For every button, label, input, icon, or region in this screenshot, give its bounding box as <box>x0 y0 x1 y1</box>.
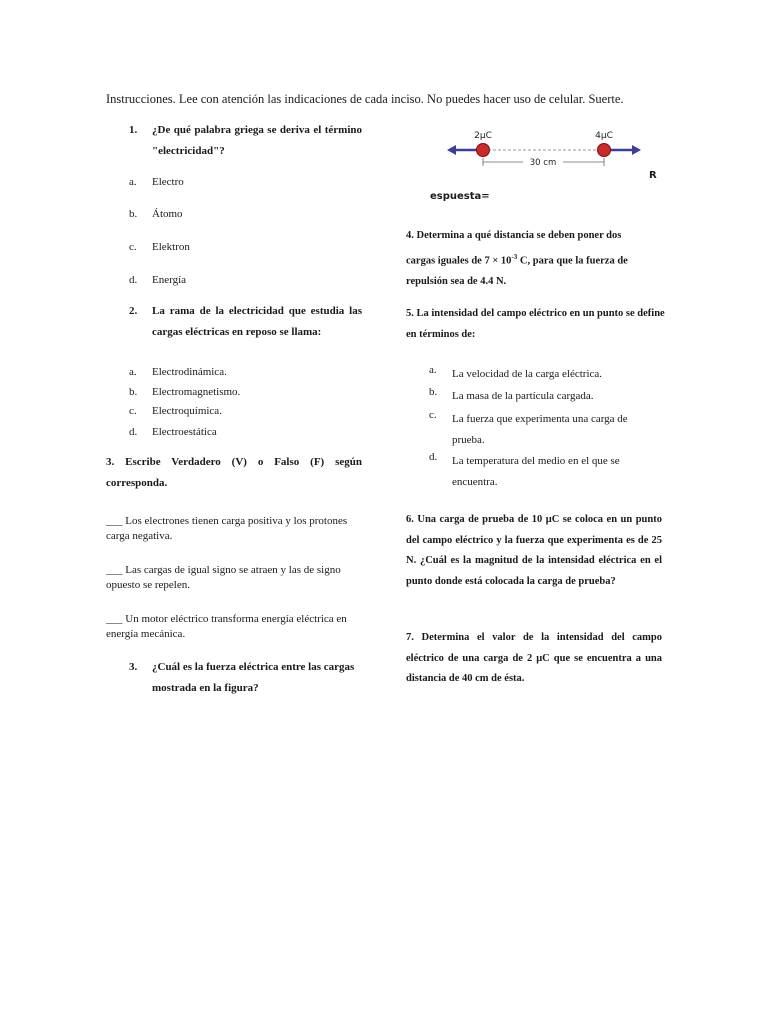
right-arrow-icon <box>632 145 641 155</box>
q2-option-b-letter: b. <box>129 386 138 398</box>
q1-option-d-letter: d. <box>129 274 138 286</box>
charge-right <box>598 144 611 157</box>
q2-number: 2. <box>129 305 138 317</box>
q2-text: La rama de la electricidad que estudia las cargas eléctricas en reposo se llama: <box>152 305 362 338</box>
q3b-number: 3. <box>129 661 138 673</box>
q2-option-d-letter: d. <box>129 426 138 438</box>
q3-text: 3. Escribe Verdadero (V) o Falso (F) según corresponda. <box>106 456 362 489</box>
q5-option-b-letter: b. <box>429 386 438 398</box>
q2-option-a: Electrodinámica. <box>152 366 227 378</box>
q7-text: 7. Determina el valor de la intensidad del campo eléctrico de una carga de 2 μC que se encuentra a una distancia de 40 cm de ésta. <box>406 632 662 684</box>
answer-rest: espuesta= <box>430 191 490 202</box>
q5-option-c-letter: c. <box>429 409 437 421</box>
instructions: Instrucciones. Lee con atención las indicaciones de cada inciso. No puedes hacer uso de celular. Suerte. <box>106 92 624 106</box>
q5-text: 5. La intensidad del campo eléctrico en un punto se define en términos de: <box>406 308 665 340</box>
q1-option-c: Elektron <box>152 241 190 253</box>
tf-statement-2: ___ Las cargas de igual signo se atraen y las de signo opuesto se repelen. <box>106 564 341 591</box>
q1-number: 1. <box>129 124 138 136</box>
tf-statement-1: ___ Los electrones tienen carga positiva y los protones carga negativa. <box>106 515 348 542</box>
q4-part2: C, para que la fuerza de repulsión sea de 4.4 N. <box>406 255 628 287</box>
distance-label: 30 cm <box>529 158 557 168</box>
q5-option-b: La masa de la partícula cargada. <box>452 390 594 402</box>
charge-left <box>477 144 490 157</box>
q4-part1: 4. Determina a qué distancia se deben poner dos cargas iguales de 7 × 10 <box>406 230 622 266</box>
q1-option-a: Electro <box>152 176 184 188</box>
q4-text <box>406 226 652 292</box>
q2-option-c: Electroquímica. <box>152 405 222 417</box>
charges-figure <box>444 124 644 170</box>
answer-r: R <box>649 170 657 181</box>
q5-option-c: La fuerza que experimenta una carga de prueba. <box>452 413 628 446</box>
tf-statement-3: ___ Un motor eléctrico transforma energía eléctrica en energía mecánica. <box>106 613 347 640</box>
q2-option-b: Electromagnetismo. <box>152 386 241 398</box>
q5-option-a-letter: a. <box>429 364 437 376</box>
q2-option-c-letter: c. <box>129 405 137 417</box>
q1-text: ¿De qué palabra griega se deriva el término "electricidad"? <box>152 124 362 157</box>
q5-option-d: La temperatura del medio en el que se encuentra. <box>452 455 620 488</box>
q4-exponent: -3 <box>511 252 518 261</box>
q6-text: 6. Una carga de prueba de 10 μC se coloca en un punto del campo eléctrico y la fuerza que experimenta es de 25 N. ¿Cuál es la magnitud de la intensidad eléctrica en el punto donde está colocada la carga de prueba? <box>406 514 662 587</box>
q1-option-a-letter: a. <box>129 176 137 188</box>
q5-option-d-letter: d. <box>429 451 438 463</box>
q2-option-d: Electroestática <box>152 426 217 438</box>
q5-option-a: La velocidad de la carga eléctrica. <box>452 368 603 380</box>
q1-option-c-letter: c. <box>129 241 137 253</box>
q2-option-a-letter: a. <box>129 366 137 378</box>
charge-right-label: 4μC <box>595 131 613 141</box>
charge-left-label: 2μC <box>474 131 492 141</box>
q3b-text: ¿Cuál es la fuerza eléctrica entre las cargas mostrada en la figura? <box>152 661 355 694</box>
left-arrow-icon <box>447 145 456 155</box>
q1-option-b-letter: b. <box>129 208 138 220</box>
q1-option-b: Átomo <box>152 208 183 220</box>
q1-option-d: Energía <box>152 274 187 286</box>
